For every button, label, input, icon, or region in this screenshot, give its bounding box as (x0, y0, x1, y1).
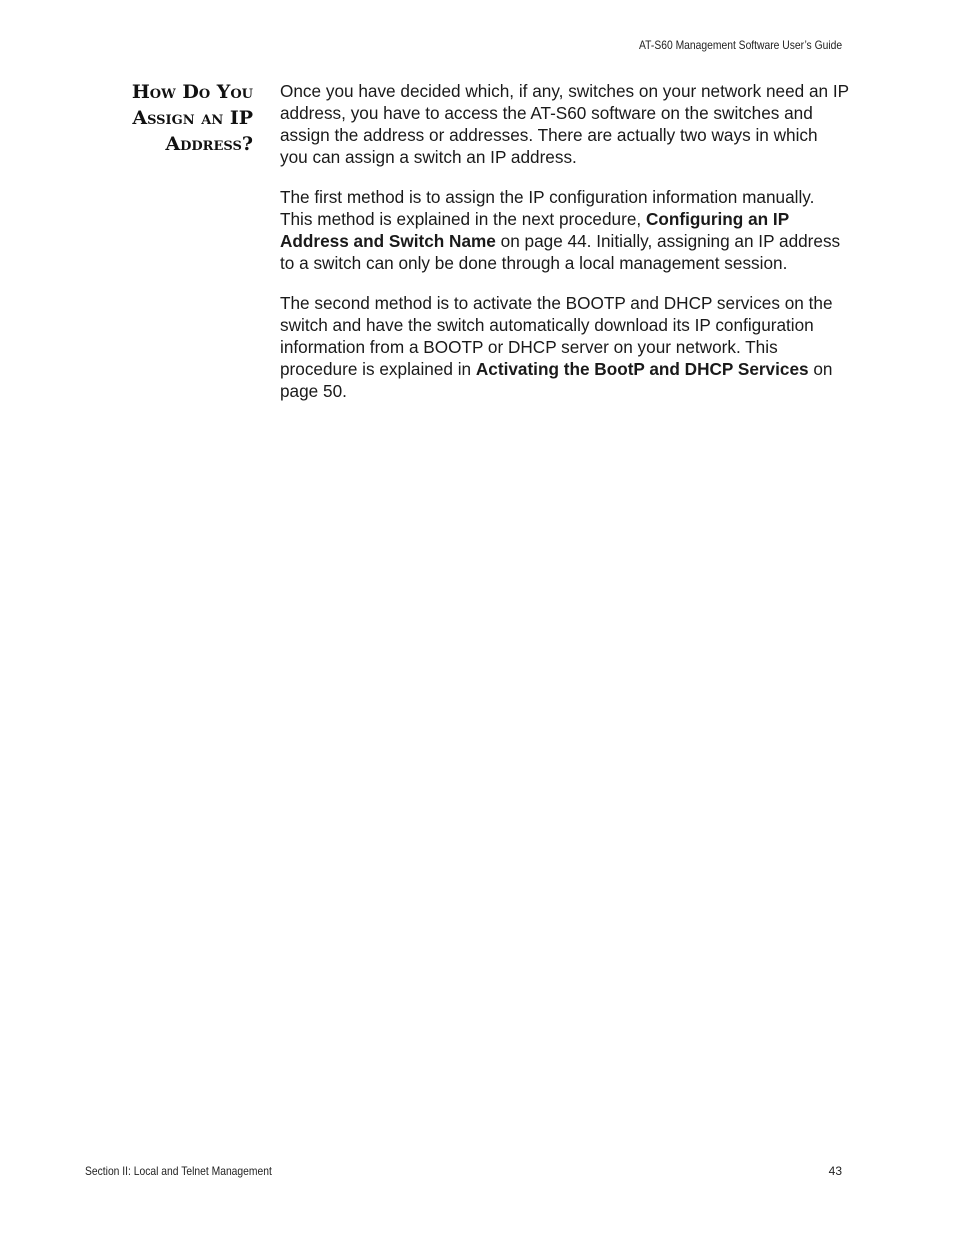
paragraph-text: Once you have decided which, if any, switches on your network need an IP address, you have to access the AT-S60 software on the switches and assign the address or addresses. There are actually two ways in which you can assign a switch an IP address. (280, 81, 849, 167)
paragraph-text: The second method is to activate the BOOTP and DHCP services on the switch and have the switch automatically download its IP configuration information from a BOOTP or DHCP server on your network. This procedure is explained in (280, 293, 833, 379)
footer-section-title: Section II: Local and Telnet Management (85, 1164, 272, 1178)
body-text (280, 80, 850, 420)
paragraph-text: on page 50. (280, 359, 833, 401)
paragraph-2 (280, 186, 850, 274)
paragraph-1 (280, 80, 850, 168)
cross-reference-link[interactable]: Activating the BootP and DHCP Services (475, 359, 809, 379)
paragraph-text: on page 44. Initially, assigning an IP address to a switch can only be done through a local management session. (280, 231, 841, 273)
section-heading-line: Assign an IP (132, 107, 253, 129)
section-heading-line: How Do You (131, 81, 253, 103)
paragraph-3 (280, 292, 850, 402)
page-number: 43 (828, 1164, 842, 1178)
paragraph-text: The first method is to assign the IP configuration information manually. This method is explained in the next procedure, (280, 187, 815, 229)
section-heading (100, 79, 253, 157)
section-heading-line: Address? (165, 133, 253, 155)
cross-reference-link[interactable]: Configuring an IP Address and Switch Name (280, 209, 789, 251)
running-header: AT-S60 Management Software User’s Guide (638, 38, 842, 52)
